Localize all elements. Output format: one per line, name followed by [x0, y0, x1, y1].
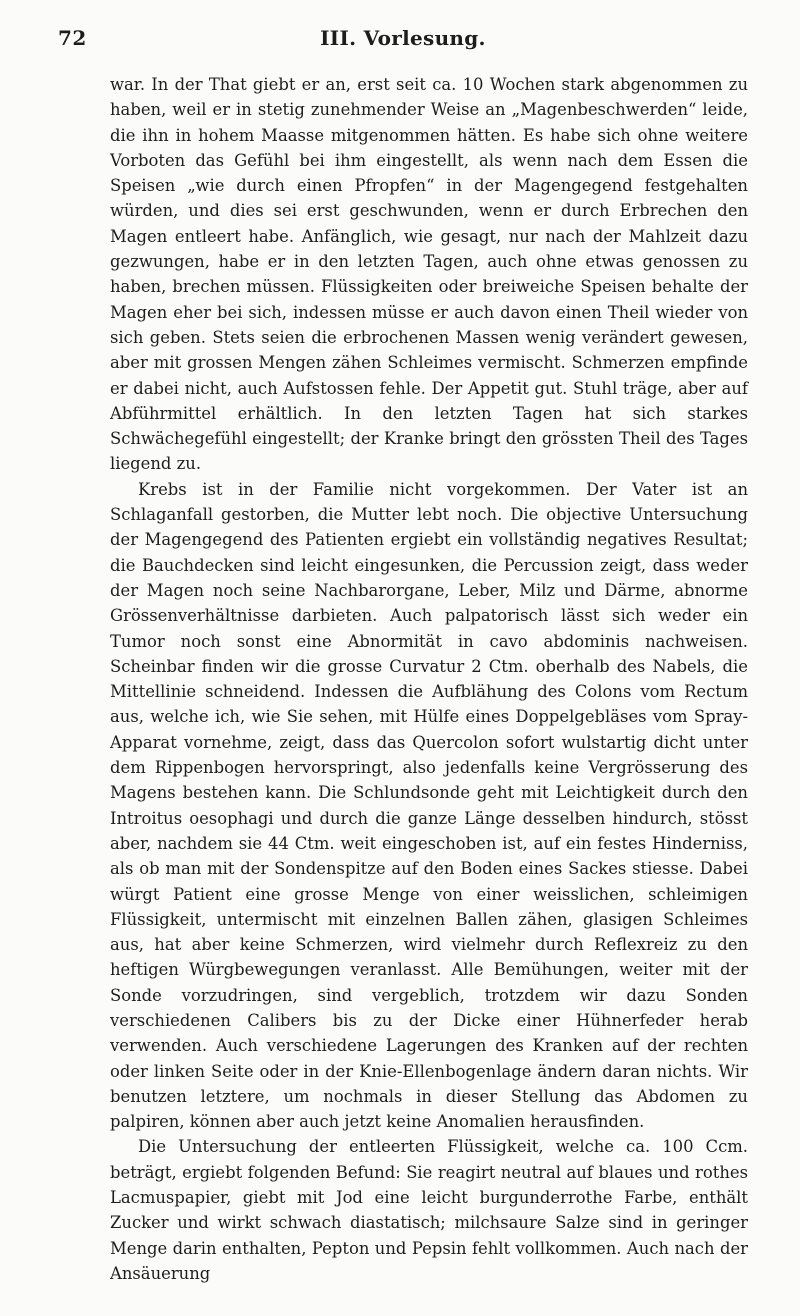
paragraph-3: Die Untersuchung der entleerten Flüssigkeit, welche ca. 100 Ccm. beträgt, ergiebt folgenden Befund: Sie reagirt neutral auf blaues und rothes Lacmuspapier, giebt mit Jod eine leicht burgunderrothe Farbe, enthält Zucker und wirkt schwach diastatisch; milchsaure Salze sind in geringer Menge darin enthalten, Pepton und Pepsin fehlt vollkommen. Auch nach der Ansäuerung [110, 1137, 748, 1283]
page-header [58, 26, 748, 58]
running-title: III. Vorlesung. [320, 26, 486, 50]
body-text [110, 72, 748, 1286]
page-number: 72 [58, 26, 87, 50]
paragraph-2: Krebs ist in der Familie nicht vorgekommen. Der Vater ist an Schlaganfall gestorben, die Mutter lebt noch. Die objective Untersuchung der Magengegend des Patienten ergiebt ein vollständig negatives Resultat; die Bauchdecken sind leicht eingesunken, die Percussion zeigt, dass weder der Magen noch seine Nachbarorgane, Leber, Milz und Därme, abnorme Grössenverhältnisse darbieten. Auch palpatorisch lässt sich weder ein Tumor noch sonst eine Abnormität in cavo abdominis nachweisen. Scheinbar finden wir die grosse Curvatur 2 Ctm. oberhalb des Nabels, die Mittellinie schneidend. Indessen die Aufblähung des Colons vom Rectum aus, welche ich, wie Sie sehen, mit Hülfe eines Doppelgebläses vom Spray-Apparat vornehme, zeigt, dass das Quercolon sofort wulstartig dicht unter dem Rippenbogen hervorspringt, also jedenfalls keine Vergrösserung des Magens bestehen kann. Die Schlundsonde geht mit Leichtigkeit durch den Introitus oesophagi und durch die ganze Länge desselben hindurch, stösst aber, nachdem sie 44 Ctm. weit eingeschoben ist, auf ein festes Hinderniss, als ob man mit der Sondenspitze auf den Boden eines Sackes stiesse. Dabei würgt Patient eine grosse Menge von einer weisslichen, schleimigen Flüssigkeit, untermischt mit einzelnen Ballen zähen, glasigen Schleimes aus, hat aber keine Schmerzen, wird vielmehr durch Reflexreiz zu den heftigen Würgbewegungen veranlasst. Alle Bemühungen, weiter mit der Sonde vorzudringen, sind vergeblich, trotzdem wir dazu Sonden verschiedenen Calibers bis zu der Dicke einer Hühnerfeder herab verwenden. Auch verschiedene Lagerungen des Kranken auf der rechten oder linken Seite oder in der Knie-Ellenbogenlage ändern daran nichts. Wir benutzen letztere, um nochmals in dieser Stellung das Abdomen zu palpiren, können aber auch jetzt keine Anomalien herausfinden. [110, 479, 748, 1132]
paragraph-1: war. In der That giebt er an, erst seit ca. 10 Wochen stark abgenommen zu haben, weil er in stetig zunehmender Weise an „Magenbeschwerden“ leide, die ihn in hohem Maasse mitgenommen hätten. Es habe sich ohne weitere Vorboten das Gefühl bei ihm eingestellt, als wenn nach dem Essen die Speisen „wie durch einen Pfropfen“ in der Magengegend festgehalten würden, und dies sei erst geschwunden, wenn er durch Erbrechen den Magen entleert habe. Anfänglich, wie gesagt, nur nach der Mahlzeit dazu gezwungen, habe er in den letzten Tagen, auch ohne etwas genossen zu haben, brechen müssen. Flüssigkeiten oder breiweiche Speisen behalte der Magen eher bei sich, indessen müsse er auch davon einen Theil wieder von sich geben. Stets seien die erbrochenen Massen wenig verändert gewesen, aber mit grossen Mengen zähen Schleimes vermischt. Schmerzen empfinde er dabei nicht, auch Aufstossen fehle. Der Appetit gut. Stuhl träge, aber auf Abführmittel erhältlich. In den letzten Tagen hat sich starkes Schwächegefühl eingestellt; der Kranke bringt den grössten Theil des Tages liegend zu. [110, 75, 748, 474]
